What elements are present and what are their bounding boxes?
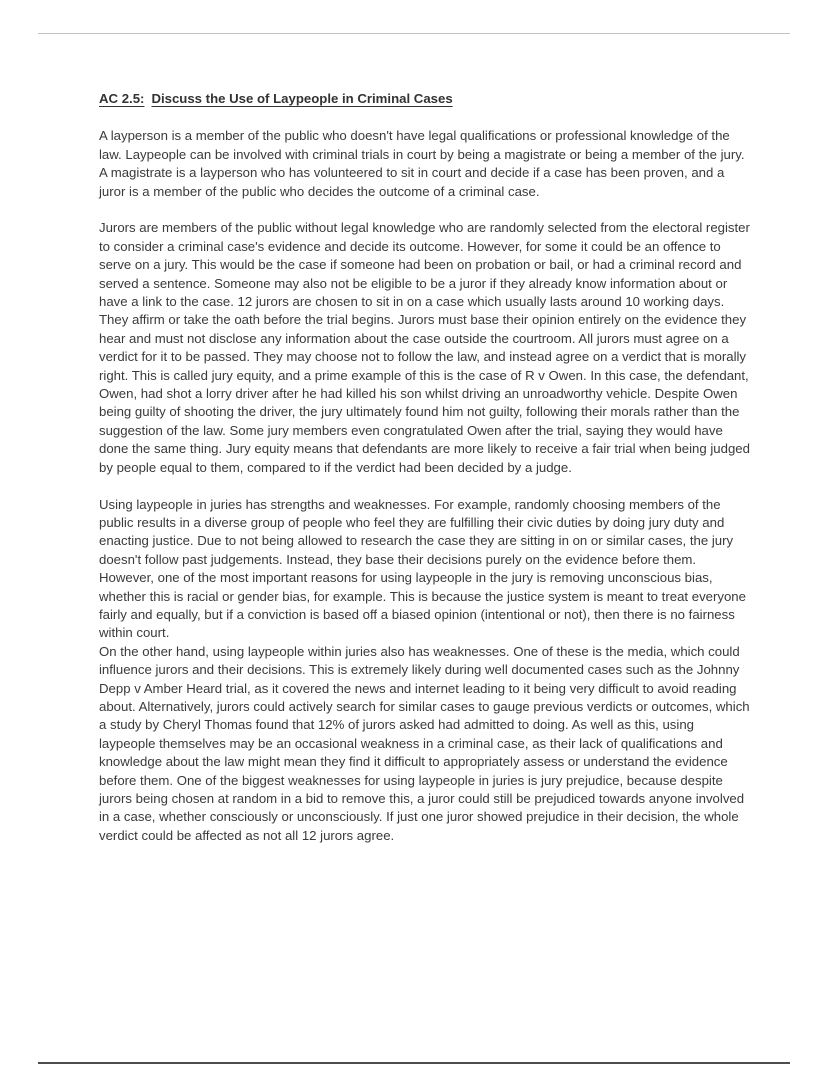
document-body xyxy=(99,90,751,845)
page-title xyxy=(99,90,751,108)
paragraph-strengths: Using laypeople in juries has strengths and weaknesses. For example, randomly choosing members of the public results in a diverse group of people who feel they are fulfilling their civic duties by doing jury duty and enacting justice. Due to not being allowed to research the case they are sitting in on or similar cases, the jury doesn't follow past judgements. Instead, they base their decisions purely on the evidence before them. However, one of the most important reasons for using laypeople in the jury is removing unconscious bias, whether this is racial or gender bias, for example. This is because the justice system is meant to treat everyone fairly and equally, but if a conviction is based off a biased opinion (intentional or not), then there is no fairness within court. xyxy=(99,496,746,641)
bottom-horizontal-rule xyxy=(38,1062,790,1064)
paragraph-jurors: Jurors are members of the public without legal knowledge who are randomly selected from the electoral register to consider a criminal case's evidence and decide its outcome. However, for some it could be an offence to serve on a jury. This would be the case if someone had been on probation or bail, or had a criminal record and served a sentence. Someone may also not be eligible to be a juror if they already know information about or have a link to the case. 12 jurors are chosen to sit in on a case which usually lasts around 10 working days. They affirm or take the oath before the trial begins. Jurors must base their opinion entirely on the evidence they hear and must not disclose any information about the case outside the courtroom. All jurors must agree on a verdict for it to be passed. They may choose not to follow the law, and instead agree on a verdict that is morally right. This is called jury equity, and a prime example of this is the case of R v Owen. In this case, the defendant, Owen, had shot a lorry driver after he had killed his son whilst driving an unroadworthy vehicle. Despite Owen being guilty of shooting the driver, the jury ultimately found him not guilty, following their morals rather than the suggestion of the law. Some jury members even congratulated Owen after the trial, saying they would have done the same thing. Jury equity means that defendants are more likely to receive a fair trial when being judged by people equal to them, compared to if the verdict had been decided by a judge. xyxy=(99,220,750,475)
top-horizontal-rule xyxy=(38,33,790,34)
paragraph-weaknesses: On the other hand, using laypeople within juries also has weaknesses. One of these is the media, which could influence jurors and their decisions. This is extremely likely during well documented cases such as the Johnny Depp v Amber Heard trial, as it covered the news and internet leading to it being very difficult to avoid reading about. Alternatively, jurors could actively search for similar cases to gauge previous verdicts or outcomes, which a study by Cheryl Thomas found that 12% of jurors asked had admitted to doing. As well as this, using laypeople themselves may be an occasional weakness in a criminal case, as their lack of qualifications and knowledge about the law might mean they find it difficult to appropriately assess or understand the evidence before them. One of the biggest weaknesses for using laypeople in juries is jury prejudice, because despite jurors being chosen at random in a bid to remove this, a juror could still be prejudiced towards anyone involved in a case, whether consciously or unconsciously. If just one juror showed prejudice in their decision, the whole verdict could be affected as not all 12 jurors agree. xyxy=(99,643,750,843)
title-prefix: AC 2.5: xyxy=(99,91,145,106)
paragraph-introduction: A layperson is a member of the public who doesn't have legal qualifications or professional knowledge of the law. Laypeople can be involved with criminal trials in court by being a magistrate or being a member of the jury. A magistrate is a layperson who has volunteered to sit in court and decide if a case has been proven, and a juror is a member of the public who decides the outcome of a criminal case. xyxy=(99,128,745,199)
title-main: Discuss the Use of Laypeople in Criminal Cases xyxy=(151,91,453,106)
